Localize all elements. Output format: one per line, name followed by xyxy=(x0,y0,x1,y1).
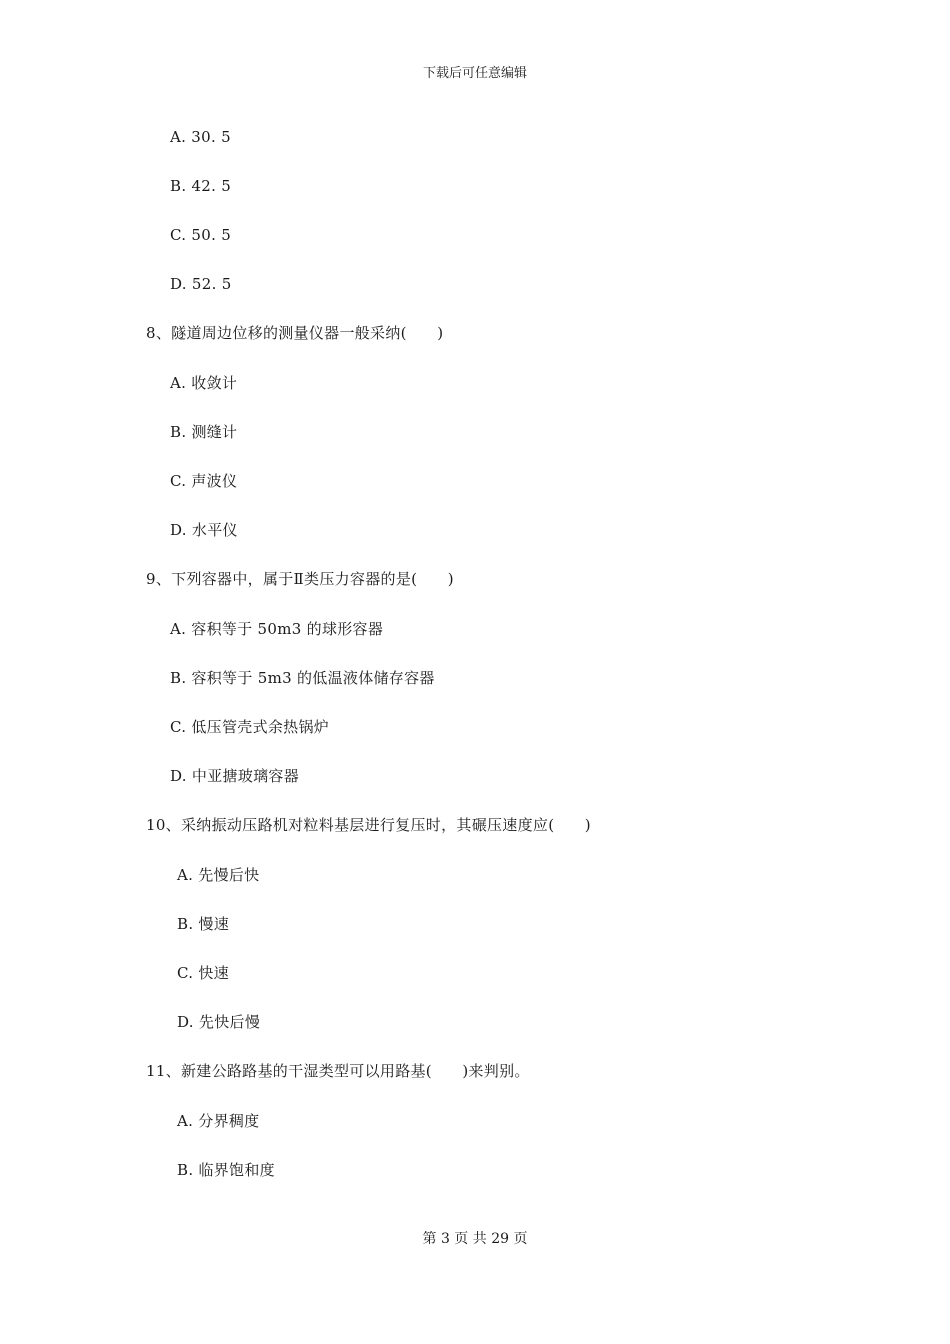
q11-option-b: B. 临界饱和度 xyxy=(177,1161,275,1179)
q10-stem: 10、采纳振动压路机对粒料基层进行复压时，其碾压速度应( ) xyxy=(146,816,591,834)
q7-option-d: D. 52. 5 xyxy=(170,275,232,293)
q9-option-a: A. 容积等于 50m3 的球形容器 xyxy=(170,620,384,638)
q10-option-a: A. 先慢后快 xyxy=(177,866,260,884)
q9-stem: 9、下列容器中，属于Ⅱ类压力容器的是( ) xyxy=(146,570,454,588)
q7-option-b: B. 42. 5 xyxy=(170,177,232,195)
q9-option-c: C. 低压管壳式余热锅炉 xyxy=(170,718,330,736)
q9-option-d: D. 中亚搪玻璃容器 xyxy=(170,767,300,785)
q7-option-a: A. 30. 5 xyxy=(170,128,231,146)
q9-option-b: B. 容积等于 5m3 的低温液体储存容器 xyxy=(170,669,435,687)
q8-option-c: C. 声波仪 xyxy=(170,472,238,490)
q10-option-d: D. 先快后慢 xyxy=(177,1013,261,1031)
q8-option-b: B. 测缝计 xyxy=(170,423,238,441)
q8-stem: 8、隧道周边位移的测量仪器一般采纳( ) xyxy=(146,324,444,342)
q10-option-b: B. 慢速 xyxy=(177,915,230,933)
q10-option-c: C. 快速 xyxy=(177,964,229,982)
page-header: 下载后可任意编辑 xyxy=(422,66,527,81)
q7-option-c: C. 50. 5 xyxy=(170,226,232,244)
q8-option-a: A. 收敛计 xyxy=(170,374,238,392)
q11-stem: 11、新建公路路基的干湿类型可以用路基( )来判别。 xyxy=(146,1062,530,1080)
q8-option-d: D. 水平仪 xyxy=(170,521,238,539)
page-footer: 第 3 页 共 29 页 xyxy=(422,1231,528,1247)
q11-option-a: A. 分界稠度 xyxy=(177,1112,260,1130)
